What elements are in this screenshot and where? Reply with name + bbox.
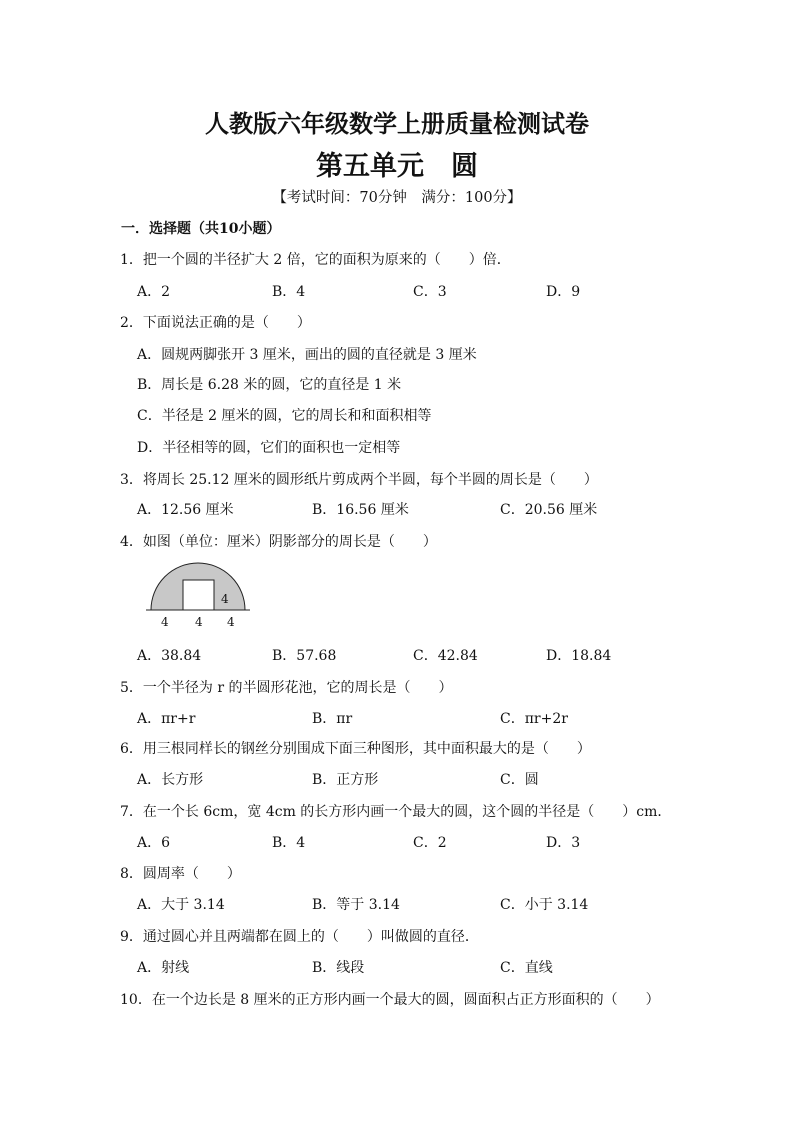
q9-option-a: A．射线 [137,960,190,976]
question-5: 5．一个半径为 r 的半圆形花池，它的周长是（ ） [120,680,453,696]
question-10: 10．在一个边长是 8 厘米的正方形内画一个最大的圆，圆面积占正方形面积的（ ） [120,992,660,1008]
q8-option-b: B．等于 3.14 [312,897,400,913]
semicircle-figure [146,560,252,630]
unit-title: 第五单元 圆 [316,151,478,182]
exam-info: 【考试时间：70分钟 满分：100分】 [272,190,522,206]
question-6: 6．用三根同样长的钢丝分别围成下面三种图形，其中面积最大的是（ ） [120,741,591,757]
q2-option-a: A．圆规两脚张开 3 厘米，画出的圆的直径就是 3 厘米 [137,347,477,363]
q6-option-c: C．圆 [500,772,539,788]
q3-option-a: A．12.56 厘米 [137,502,234,518]
question-2: 2．下面说法正确的是（ ） [120,315,311,331]
q2-option-c: C．半径是 2 厘米的圆，它的周长和和面积相等 [137,408,432,424]
q6-option-a: A．长方形 [137,772,204,788]
q3-option-c: C．20.56 厘米 [500,502,598,518]
question-8: 8．圆周率（ ） [120,866,241,882]
q7-option-d: D．3 [546,835,581,851]
q1-option-a: A．2 [137,284,171,300]
q1-option-c: C．3 [413,284,447,300]
q2-option-b: B．周长是 6.28 米的圆，它的直径是 1 米 [137,377,402,393]
q3-option-b: B．16.56 厘米 [312,502,409,518]
q7-option-c: C．2 [413,835,447,851]
question-7: 7．在一个长 6cm，宽 4cm 的长方形内画一个最大的圆，这个圆的半径是（ ）cm． [120,804,672,820]
figure-label-left: 4 [161,615,169,629]
q1-option-d: D．9 [546,284,581,300]
question-9: 9．通过圆心并且两端都在圆上的（ ）叫做圆的直径． [120,929,479,945]
q9-option-b: B．线段 [312,960,365,976]
section-title: 一．选择题（共10小题） [121,221,281,237]
q2-option-d: D．半径相等的圆，它们的面积也一定相等 [137,440,401,456]
q7-option-b: B．4 [272,835,306,851]
q6-option-b: B．正方形 [312,772,379,788]
figure-label-height: 4 [221,592,229,606]
q5-option-b: B．πr [312,711,353,727]
q4-option-a: A．38.84 [137,648,202,664]
figure-label-right: 4 [227,615,235,629]
q4-option-d: D．18.84 [546,648,612,664]
q4-option-c: C．42.84 [413,648,478,664]
question-3: 3．将周长 25.12 厘米的圆形纸片剪成两个半圆，每个半圆的周长是（ ） [120,472,598,488]
q1-option-b: B．4 [272,284,306,300]
paper-title: 人教版六年级数学上册质量检测试卷 [205,109,589,138]
q9-option-c: C．直线 [500,960,553,976]
q8-option-a: A．大于 3.14 [137,897,225,913]
q7-option-a: A．6 [137,835,171,851]
q4-option-b: B．57.68 [272,648,337,664]
q5-option-c: C．πr+2r [500,711,568,727]
q5-option-a: A．πr+r [137,711,196,727]
q8-option-c: C．小于 3.14 [500,897,589,913]
question-4: 4．如图（单位：厘米）阴影部分的周长是（ ） [120,534,437,550]
figure-label-middle: 4 [195,615,203,629]
question-1: 1．把一个圆的半径扩大 2 倍，它的面积为原来的（ ）倍． [120,252,511,268]
